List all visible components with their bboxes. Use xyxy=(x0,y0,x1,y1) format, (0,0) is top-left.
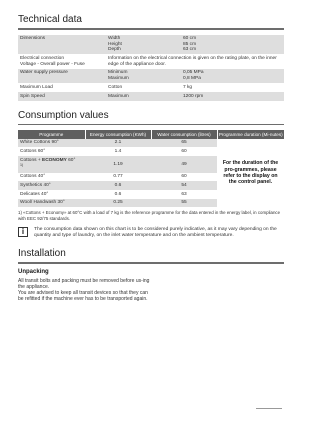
energy-cell: 1.4 xyxy=(114,148,122,154)
programme-cell: Synthetics 40° xyxy=(18,181,85,190)
row-label: Maximum Load xyxy=(20,84,53,90)
consumption-table xyxy=(18,130,284,207)
row-sub: Width Height Depth xyxy=(106,35,181,55)
water-cell: 54 xyxy=(151,181,217,190)
energy-cell: 1.19 xyxy=(85,156,151,173)
info-box xyxy=(18,227,284,239)
column-header: Programme xyxy=(18,130,85,139)
programme-economy: ECONOMY xyxy=(42,157,67,163)
row-label: Electrical connection Voltage - Overall power - Fuse xyxy=(20,56,85,67)
water-cell: 49 xyxy=(151,156,217,173)
row-label: Water supply pressure xyxy=(18,69,106,83)
table-row xyxy=(18,139,284,148)
energy-cell: 2.1 xyxy=(85,139,151,148)
table-header-row xyxy=(18,130,284,139)
energy-cell: 0.6 xyxy=(85,181,151,190)
programme-suffix: 60° xyxy=(66,157,76,163)
duration-note: For the duration of the pro-grammes, please refer to the display on the control panel. xyxy=(217,139,284,207)
table-row xyxy=(18,54,284,68)
page-footer-rule xyxy=(256,408,282,409)
table-row xyxy=(18,92,284,101)
table-row xyxy=(18,69,284,83)
water-cell: 63 xyxy=(181,191,187,197)
row-value: 7 kg xyxy=(183,84,193,90)
information-icon: i xyxy=(18,227,28,237)
row-label: Dimensions xyxy=(18,35,106,55)
page xyxy=(18,14,284,302)
heading-rule xyxy=(18,124,284,126)
row-sub: Minimum Maximum xyxy=(106,69,181,83)
row-sub: Cotton xyxy=(108,84,123,90)
water-cell: 65 xyxy=(151,139,217,148)
info-text: The consumption data shown on this chart is to be considered purely indicative, as it may vary depending on the quantity and type of laundry, on the inlet water temperature and on the ambient temperature. xyxy=(34,227,277,239)
unpacking-text: All transit bolts and packing must be removed before us-ing the appliance. You are advised to keep all transit devices so that they can be refitted if the machine ever has to be transported again. xyxy=(18,277,150,303)
column-header: Water consumption (litres) xyxy=(151,130,217,139)
table-row xyxy=(18,83,284,92)
row-value: 60 cm 85 cm 63 cm xyxy=(181,35,284,55)
footnote: 1) «Cottons + Economy» at 60°C with a load of 7 kg is the reference programme for the data entered in the energy label, in compliance with EEC 92/75 standards. xyxy=(18,210,281,221)
installation-heading: Installation xyxy=(18,248,66,260)
programme-cell: Cottons 40° xyxy=(20,174,46,180)
consumption-heading: Consumption values xyxy=(18,109,109,121)
row-sub: Information on the electrical connection is given on the rating plate, on the inner edge of the appliance door. xyxy=(108,56,277,67)
programme-cell: Wool/ Handwash 30° xyxy=(18,199,85,208)
column-header: Energy consumption (KWh) xyxy=(85,130,151,139)
programme-cell xyxy=(18,156,85,173)
heading-rule xyxy=(18,262,284,264)
row-value: 1200 rpm xyxy=(181,92,284,101)
programme-prefix: Cottons + xyxy=(20,157,42,163)
row-value: 0,05 MPa 0,8 MPa xyxy=(181,69,284,83)
programme-cell: Delicates 40° xyxy=(20,191,49,197)
row-label: Spin Speed xyxy=(18,92,106,101)
unpacking-heading: Unpacking xyxy=(18,268,49,275)
technical-data-table xyxy=(18,35,284,101)
energy-cell: 0.77 xyxy=(113,174,123,180)
water-cell: 55 xyxy=(151,199,217,208)
technical-data-heading: Technical data xyxy=(18,14,82,25)
programme-cell: White Cottons 90° xyxy=(18,139,85,148)
heading-rule xyxy=(18,28,284,30)
water-cell: 60 xyxy=(181,148,187,154)
energy-cell: 0.25 xyxy=(85,199,151,208)
column-header: Programme duration (Mi-nutes) xyxy=(218,131,283,137)
energy-cell: 0.6 xyxy=(114,191,122,197)
water-cell: 60 xyxy=(181,174,187,180)
footnote-mark: 1) xyxy=(20,163,24,168)
programme-cell: Cottons 60° xyxy=(20,148,46,154)
table-row xyxy=(18,35,284,55)
row-sub: Maximum xyxy=(106,92,181,101)
